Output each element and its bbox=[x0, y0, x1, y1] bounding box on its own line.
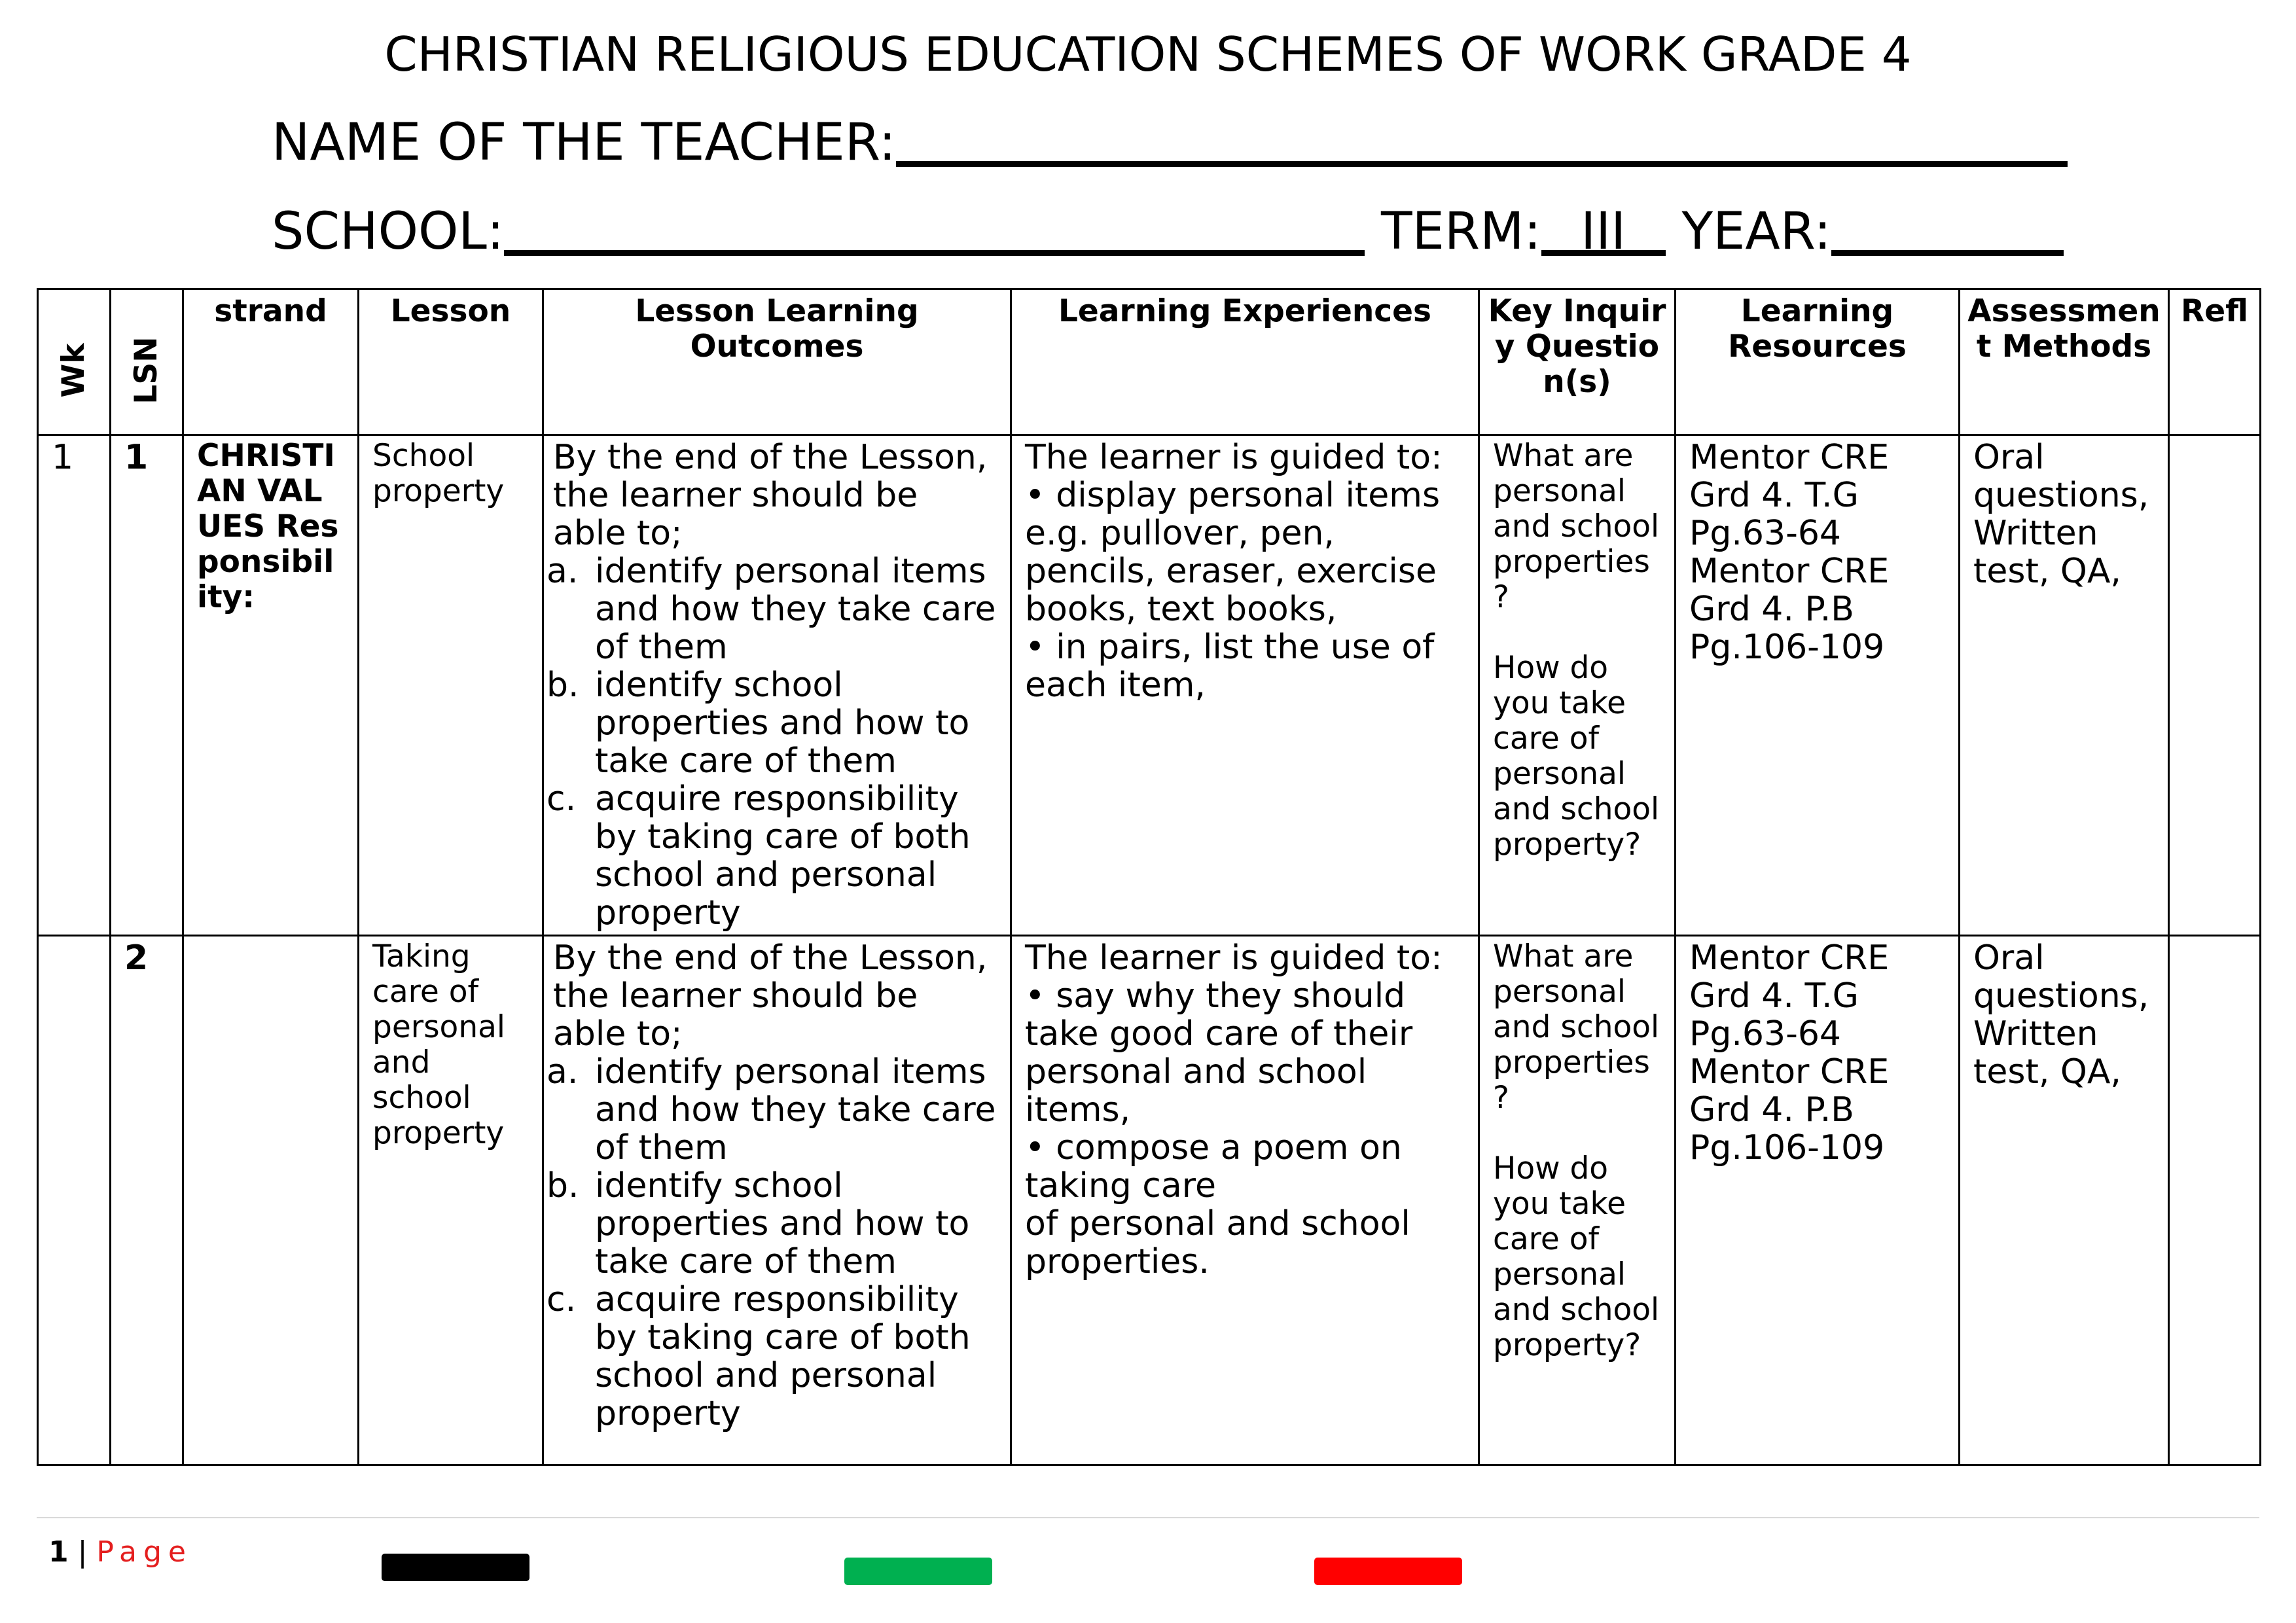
assessment-cell: Oral questions, Written test, QA, bbox=[1960, 435, 2169, 936]
page-number bbox=[48, 1534, 192, 1571]
lesson-cell: Taking care of personal and school property bbox=[359, 936, 543, 1465]
outcomes-intro: By the end of the Lesson, the learner should be able to; bbox=[553, 938, 988, 1054]
col-header-experiences: Learning Experiences bbox=[1011, 289, 1479, 435]
reflection-cell[interactable] bbox=[2169, 435, 2261, 936]
resource-item: Mentor CRE Grd 4. T.G Pg.63-64 bbox=[1689, 938, 1890, 1054]
inquiry-question: What are personal and school properties ? bbox=[1493, 938, 1660, 1116]
outcomes-cell bbox=[543, 435, 1011, 936]
experiences-cell bbox=[1011, 435, 1479, 936]
experiences-cell bbox=[1011, 936, 1479, 1465]
green-bar bbox=[844, 1558, 992, 1585]
outcomes-intro: By the end of the Lesson, the learner should be able to; bbox=[553, 438, 988, 553]
document-title: CHRISTIAN RELIGIOUS EDUCATION SCHEMES OF WORK GRADE 4 bbox=[384, 27, 1912, 82]
school-label: SCHOOL: bbox=[272, 202, 505, 261]
resource-item: Mentor CRE Grd 4. P.B Pg.106-109 bbox=[1689, 1052, 1890, 1168]
inquiry-cell bbox=[1479, 435, 1676, 936]
reflection-cell[interactable] bbox=[2169, 936, 2261, 1465]
footer-divider bbox=[37, 1517, 2259, 1518]
week-cell: 1 bbox=[38, 435, 111, 936]
inquiry-question: How do you take care of personal and school property? bbox=[1493, 650, 1660, 863]
schemes-table bbox=[37, 288, 2261, 1466]
col-header-reflection: Refl bbox=[2169, 289, 2261, 435]
list-item: c. acquire responsibility by taking care of both school and personal property bbox=[547, 1280, 971, 1433]
inquiry-question: What are personal and school properties ? bbox=[1493, 438, 1660, 615]
lesson-number-cell: 2 bbox=[111, 936, 183, 1465]
term-value: III bbox=[1541, 200, 1666, 256]
col-header-lesson: Lesson bbox=[359, 289, 543, 435]
col-header-assessment: Assessment Methods bbox=[1960, 289, 2169, 435]
experiences-intro: The learner is guided to: bbox=[1025, 438, 1443, 477]
page-separator: | bbox=[68, 1535, 97, 1569]
list-item: • compose a poem on taking care bbox=[1025, 1128, 1402, 1205]
resource-item: Mentor CRE Grd 4. P.B Pg.106-109 bbox=[1689, 552, 1890, 667]
year-blank[interactable] bbox=[1831, 200, 2064, 256]
table-row bbox=[38, 936, 2261, 1465]
teacher-name-line bbox=[272, 111, 2068, 174]
list-item: c. acquire responsibility by taking care of both school and personal property bbox=[547, 779, 971, 933]
strand-cell bbox=[183, 936, 359, 1465]
school-blank[interactable] bbox=[504, 200, 1365, 256]
list-item: • say why they should take good care of their personal and school items, bbox=[1025, 976, 1413, 1130]
assessment-cell: Oral questions, Written test, QA, bbox=[1960, 936, 2169, 1465]
year-label: YEAR: bbox=[1681, 202, 1831, 261]
col-header-resources: Learning Resources bbox=[1676, 289, 1960, 435]
list-item: • in pairs, list the use of each item, bbox=[1025, 628, 1435, 705]
page-number-value: 1 bbox=[48, 1535, 69, 1569]
school-term-year-line bbox=[272, 200, 2064, 263]
header-row bbox=[38, 289, 2261, 435]
outcomes-list bbox=[547, 1053, 997, 1433]
strand-cell: CHRISTIAN VALUES Responsibility: bbox=[183, 435, 359, 936]
list-item: a. identify personal items and how they take care of them bbox=[547, 1052, 996, 1168]
resource-item: Mentor CRE Grd 4. T.G Pg.63-64 bbox=[1689, 438, 1890, 553]
inquiry-question: How do you take care of personal and school property? bbox=[1493, 1150, 1660, 1363]
inquiry-cell bbox=[1479, 936, 1676, 1465]
resources-cell bbox=[1676, 435, 1960, 936]
list-item: • display personal items e.g. pullover, pen, pencils, eraser, exercise books, text books, bbox=[1025, 476, 1441, 629]
col-header-strand: strand bbox=[183, 289, 359, 435]
black-bar bbox=[382, 1554, 529, 1581]
outcomes-list bbox=[547, 552, 997, 932]
lesson-cell: School property bbox=[359, 435, 543, 936]
term-label: TERM: bbox=[1380, 202, 1541, 261]
experiences-intro: The learner is guided to: bbox=[1025, 938, 1443, 978]
lesson-number-cell: 1 bbox=[111, 435, 183, 936]
teacher-name-label: NAME OF THE TEACHER: bbox=[272, 113, 896, 172]
outcomes-cell bbox=[543, 936, 1011, 1465]
col-header-inquiry: Key Inquiry Question(s) bbox=[1479, 289, 1676, 435]
teacher-name-blank[interactable] bbox=[896, 111, 2068, 167]
col-header-outcomes: Lesson Learning Outcomes bbox=[543, 289, 1011, 435]
red-bar bbox=[1314, 1558, 1462, 1585]
list-item: b. identify school properties and how to take care of them bbox=[547, 666, 970, 781]
week-cell bbox=[38, 936, 111, 1465]
page-label: Page bbox=[96, 1535, 192, 1569]
list-item: of personal and school properties. bbox=[1025, 1204, 1410, 1281]
resources-cell bbox=[1676, 936, 1960, 1465]
col-header-wk: Wk bbox=[38, 289, 111, 435]
col-header-lsn: LSN bbox=[111, 289, 183, 435]
list-item: b. identify school properties and how to take care of them bbox=[547, 1166, 970, 1281]
list-item: a. identify personal items and how they take care of them bbox=[547, 552, 996, 667]
table-row bbox=[38, 435, 2261, 936]
